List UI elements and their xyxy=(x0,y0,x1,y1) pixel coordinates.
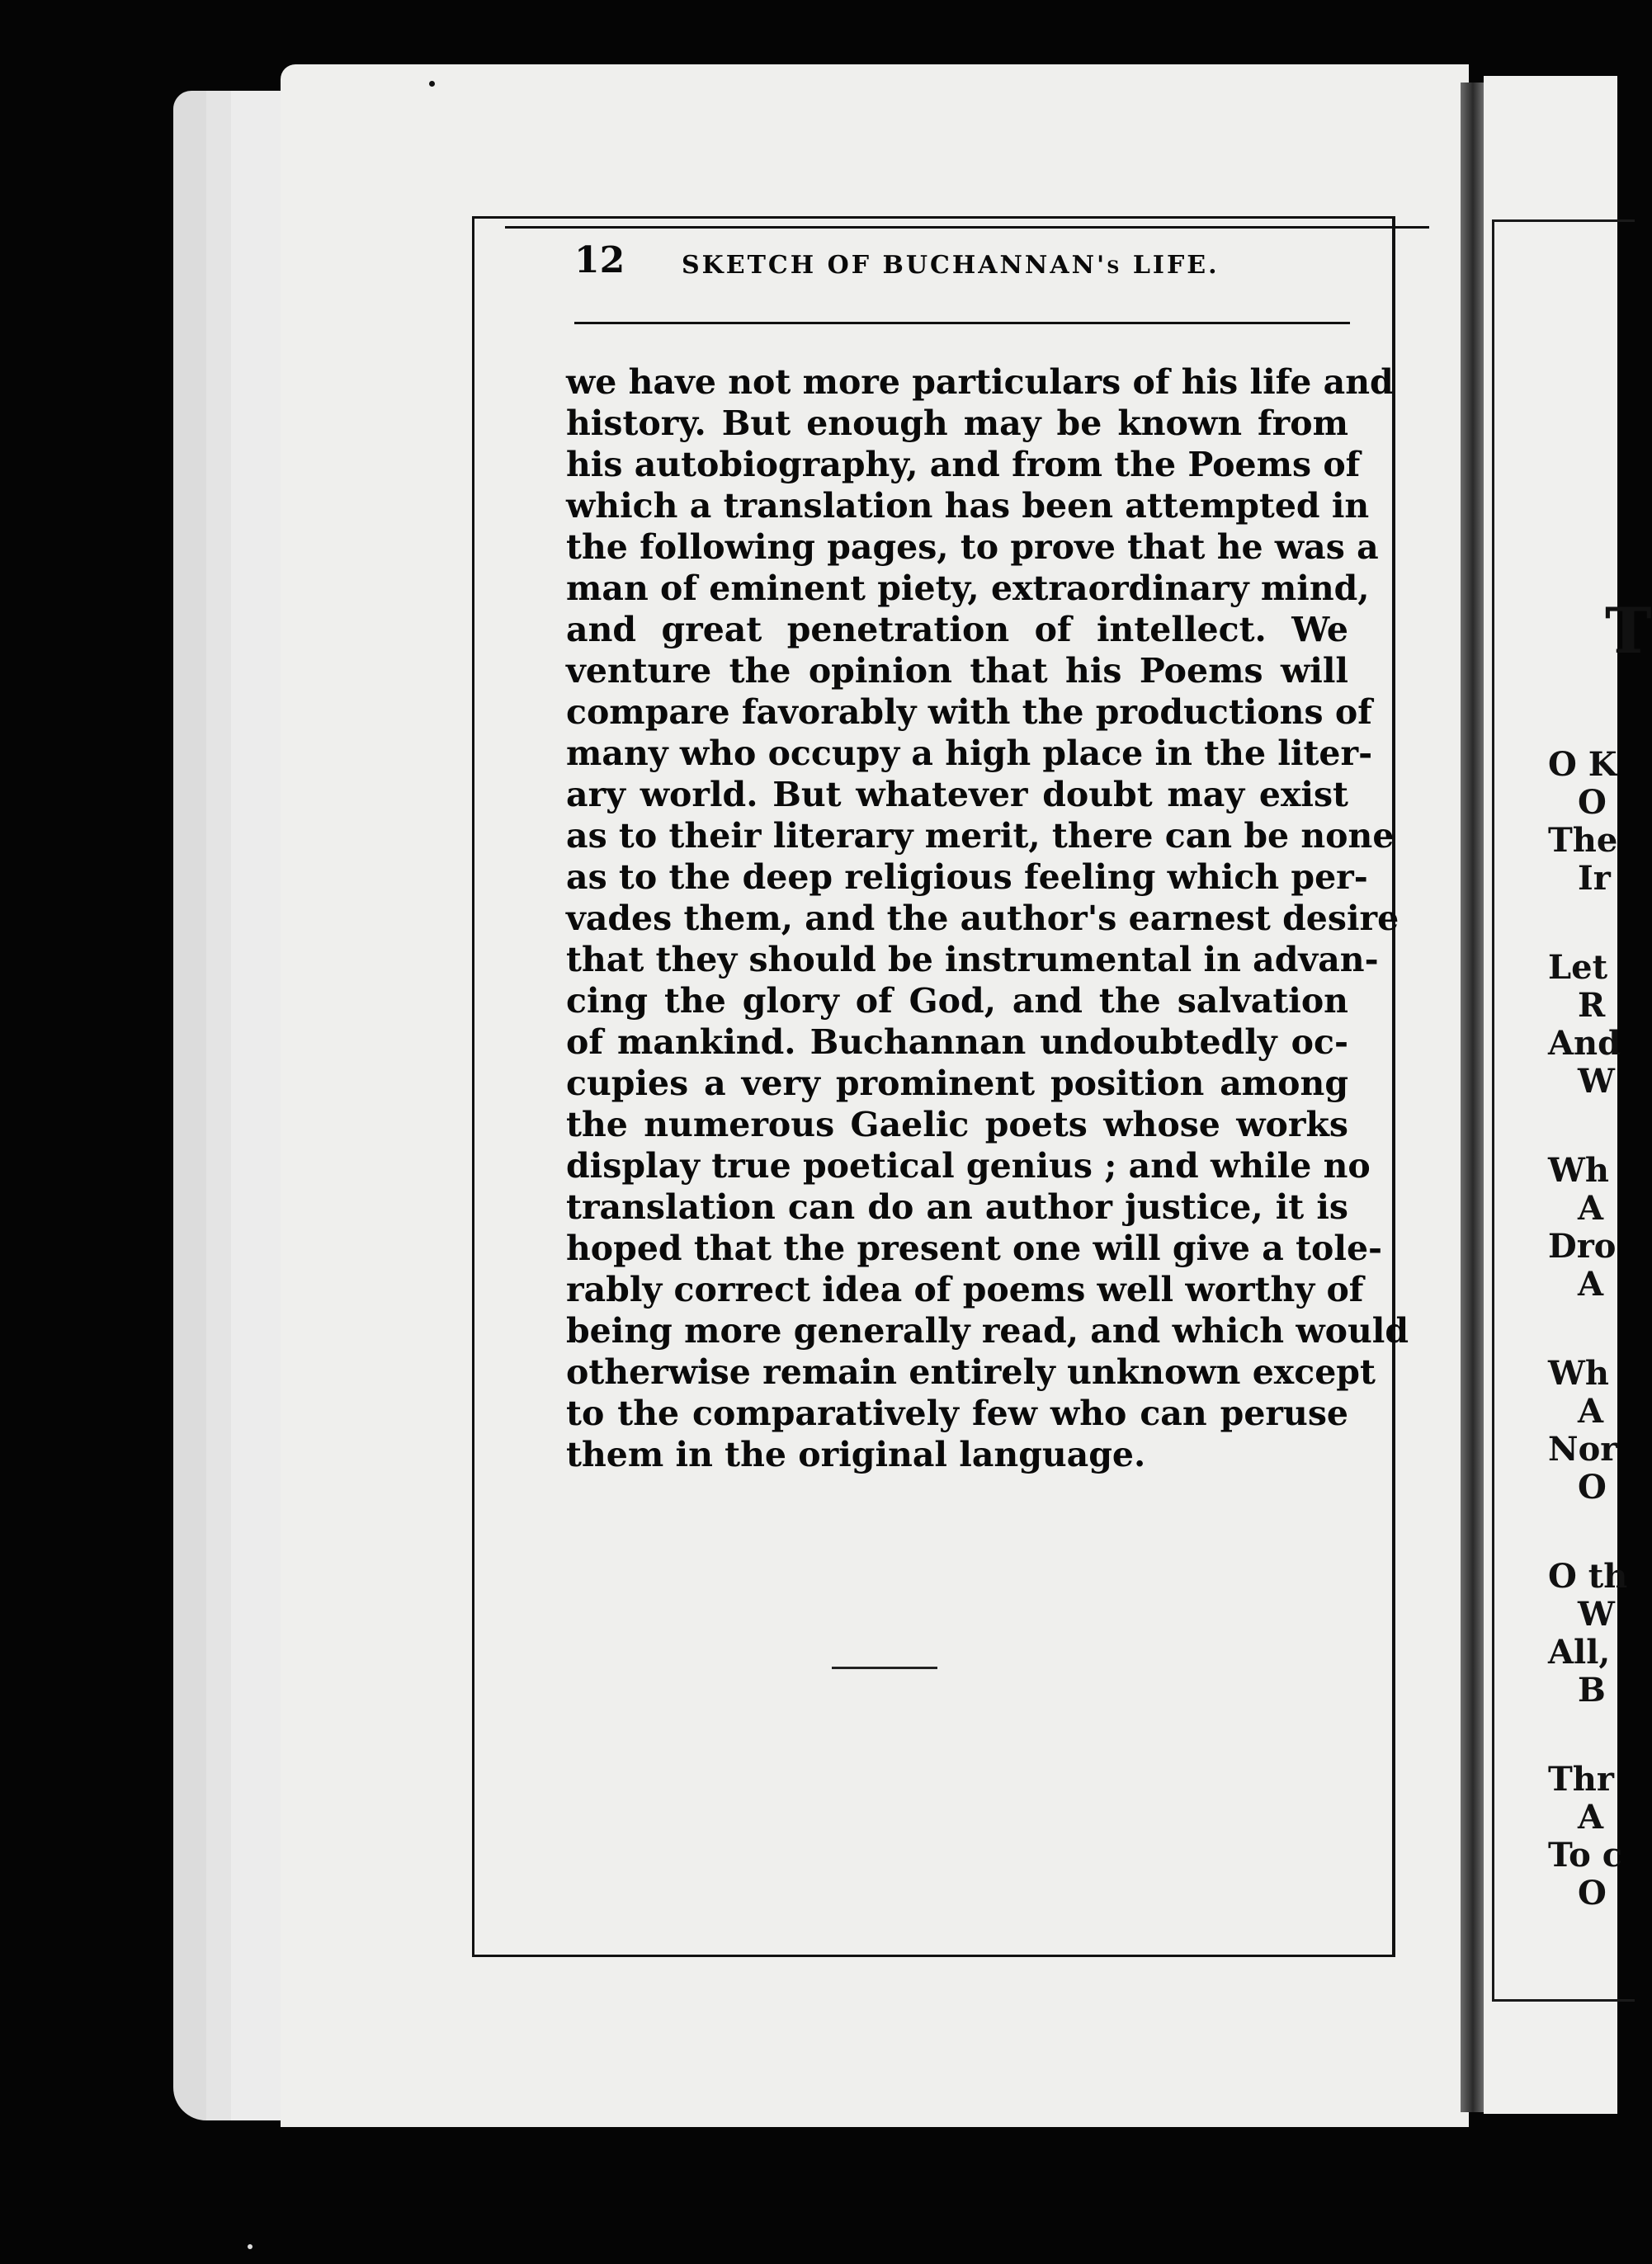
speck xyxy=(429,81,435,87)
text-line-fragment: A xyxy=(1578,1392,1604,1431)
text-line-fragment: Wh xyxy=(1548,1354,1610,1393)
text-line-fragment: O xyxy=(1578,1874,1607,1913)
text-line-fragment: R xyxy=(1578,986,1606,1025)
text-line-fragment: O K xyxy=(1548,745,1617,784)
body-text xyxy=(566,361,1409,1475)
text-line-fragment: B xyxy=(1578,1671,1606,1710)
text-line-fragment: To c xyxy=(1548,1836,1623,1875)
page-header xyxy=(574,239,1350,289)
text-line: as to the deep religious feeling which per- xyxy=(566,857,1368,897)
text-line-fragment: Let xyxy=(1548,948,1608,987)
running-head: SKETCH OF BUCHANNAN's LIFE. xyxy=(682,251,1220,280)
end-rule xyxy=(832,1667,937,1669)
stanza-gap xyxy=(1548,1507,1622,1558)
text-line: translation can do an author justice, it is xyxy=(566,1187,1348,1227)
text-line: man of eminent piety, extraordinary mind, xyxy=(566,568,1370,608)
stanza-gap xyxy=(1548,1304,1622,1355)
book-page-edges xyxy=(173,91,289,2120)
text-line: that they should be instrumental in advan- xyxy=(566,940,1379,979)
text-line: cupies a very prominent position among xyxy=(566,1064,1348,1103)
text-line: of mankind. Buchannan undoubtedly oc- xyxy=(566,1022,1348,1062)
header-rule xyxy=(574,322,1350,324)
page-edge xyxy=(206,91,234,2120)
text-line: them in the original language. xyxy=(566,1435,1146,1474)
text-line-fragment: O th xyxy=(1548,1557,1628,1596)
text-line: the following pages, to prove that he was a xyxy=(566,527,1379,567)
frame-top-rule xyxy=(505,226,1429,229)
text-line-fragment: W xyxy=(1578,1062,1615,1101)
text-line: cing the glory of God, and the salvation xyxy=(566,981,1348,1021)
text-line: his autobiography, and from the Poems of xyxy=(566,445,1361,484)
text-line-fragment: A xyxy=(1578,1189,1604,1228)
text-line-fragment: Dro xyxy=(1548,1227,1617,1266)
text-line-fragment: O xyxy=(1578,1468,1607,1507)
stanza-gap xyxy=(1548,898,1622,949)
book-gutter xyxy=(1461,83,1485,2112)
text-line: being more generally read, and which would xyxy=(566,1311,1409,1351)
stanza-gap xyxy=(1548,1101,1622,1152)
text-line: ary world. But whatever doubt may exist xyxy=(566,775,1348,814)
text-line-fragment: Ir xyxy=(1578,859,1611,898)
text-line: as to their literary merit, there can be none xyxy=(566,816,1395,856)
text-line-fragment: A xyxy=(1578,1265,1604,1304)
text-line: many who occupy a high place in the liter- xyxy=(566,733,1373,773)
text-line: display true poetical genius ; and while no xyxy=(566,1146,1371,1186)
text-line: compare favorably with the productions of xyxy=(566,692,1372,732)
text-line-fragment: Nor xyxy=(1548,1430,1618,1469)
text-line-fragment: The xyxy=(1548,821,1618,860)
text-line: hoped that the present one will give a tole- xyxy=(566,1229,1383,1268)
text-line-fragment: W xyxy=(1578,1595,1615,1634)
text-line: venture the opinion that his Poems will xyxy=(566,651,1348,691)
text-line: vades them, and the author's earnest desire xyxy=(566,899,1399,938)
text-line-fragment: Thr xyxy=(1548,1760,1614,1799)
right-page-heading-fragment: T xyxy=(1605,594,1652,667)
text-line-fragment: And xyxy=(1548,1024,1621,1063)
stanza-gap xyxy=(1548,1710,1622,1761)
text-line: and great penetration of intellect. We xyxy=(566,610,1348,649)
text-line-fragment: A xyxy=(1578,1798,1604,1837)
text-line: we have not more particulars of his life and xyxy=(566,362,1394,402)
page-edge xyxy=(173,91,209,2120)
text-line-fragment: Wh xyxy=(1548,1151,1610,1190)
text-line: otherwise remain entirely unknown except xyxy=(566,1352,1376,1392)
page-number: 12 xyxy=(574,239,625,281)
text-line-fragment: O xyxy=(1578,783,1607,822)
text-line: rably correct idea of poems well worthy of xyxy=(566,1270,1364,1309)
text-line: to the comparatively few who can peruse xyxy=(566,1394,1348,1433)
text-line: which a translation has been attempted in xyxy=(566,486,1370,526)
right-page-text xyxy=(1548,745,1628,1913)
text-line: history. But enough may be known from xyxy=(566,403,1348,443)
text-line-fragment: All, xyxy=(1548,1633,1611,1672)
text-line: the numerous Gaelic poets whose works xyxy=(566,1105,1348,1144)
speck xyxy=(248,2244,253,2249)
